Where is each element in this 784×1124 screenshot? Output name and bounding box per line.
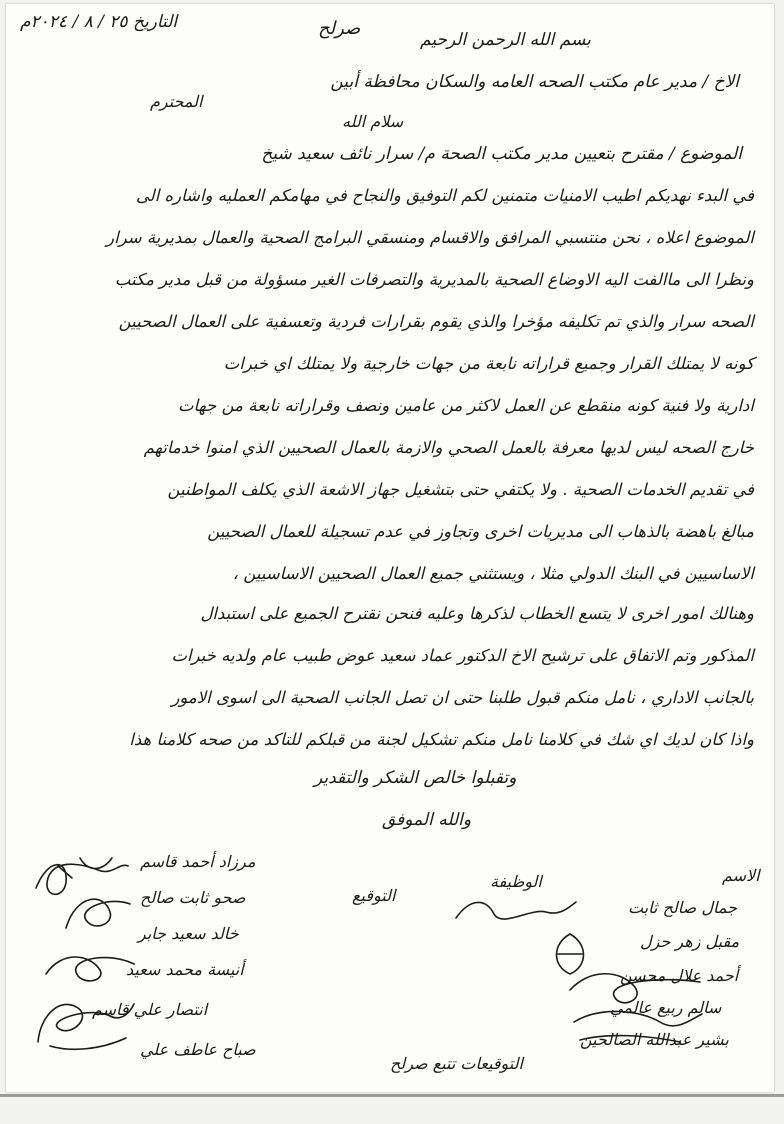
addressee-line: الاخ / مدير عام مكتب الصحه العامه والسكان محافظة أبين [330, 72, 739, 92]
body-line: الاساسيين في البنك الدولي مثلا ، ويستثني جميع العمال الصحيين الاساسيين ، [232, 564, 754, 583]
closing-bless: والله الموفق [382, 810, 472, 830]
letter-date: التاريخ ٢٥ / ٨ / ٢٠٢٤م [20, 12, 178, 32]
header-mark: صرلح [318, 18, 361, 39]
signatory-name: مقبل زهر حزل [640, 932, 740, 951]
body-line: في البدء نهديكم اطيب الامنيات متمنين لكم التوفيق والنجاح في مهامكم العمليه واشاره الى [135, 186, 754, 205]
body-line: ادارية ولا فنية كونه منقطع عن العمل لاكثر من عامين ونصف وقراراته نابعة من جهات [178, 396, 754, 415]
signature-scribble [30, 986, 140, 1056]
body-line: كونه لا يمتلك القرار وجميع قراراته نابعة من جهات خارجية ولا يمتلك اي خبرات [223, 354, 754, 373]
body-line: واذا كان لديك اي شك في كلامنا نامل منكم تشكيل لجنة من قبلكم للتاكد من صحه كلامنا هذا [129, 730, 754, 749]
signature-scribble [60, 888, 140, 938]
signature-column-header: التوقيع [352, 886, 396, 905]
closing-thanks: وتقبلوا خالص الشكر والتقدير [314, 768, 517, 788]
signatory-name: صحو ثابت صالح [140, 888, 246, 907]
addressee-honorific: المحترم [150, 92, 203, 111]
body-line: وهنالك امور اخرى لا يتسع الخطاب لذكرها وعليه فنحن نقترح الجميع على استبدال [200, 604, 754, 623]
basmala: بسم الله الرحمن الرحيم [420, 30, 591, 50]
signatory-name: سالم ربيع عالمي [610, 998, 722, 1017]
signatory-name: مرزاد أحمد قاسم [140, 852, 256, 871]
greeting: سلام الله [342, 112, 404, 131]
signatory-name: جمال صالح ثابت [628, 898, 737, 917]
body-line: ونظرا الى ماالفت اليه الاوضاع الصحية بالمديرية والتصرفات الغير مسؤولة من قبل مدير مكتب [114, 270, 754, 289]
name-column-header: الاسم [722, 866, 760, 885]
body-line: الصحه سرار والذي تم تكليفه مؤخرا والذي يقوم بقرارات فردية وتعسفية على العمال الصحيين [118, 312, 754, 331]
position-column-header: الوظيفة [490, 872, 542, 891]
body-line: بالجانب الاداري ، نامل منكم قبول طلبنا حتى ان تصل الجانب الصحية الى اسوى الامور [171, 688, 754, 707]
signatory-name: صباح عاطف علي [140, 1040, 256, 1059]
signatory-name: انتصار علي قاسم [92, 1000, 208, 1019]
signature-scribble [450, 888, 580, 932]
signatory-name: أنيسة محمد سعيد [126, 960, 244, 979]
signatory-name: بشير عبدالله الصالحين [580, 1030, 729, 1049]
body-line: المذكور وتم الاتفاق على ترشيح الاخ الدكتور عماد سعيد عوض طبيب عام ولديه خبرات [171, 646, 754, 665]
body-line: الموضوع اعلاه ، نحن منتسبي المرافق والاقسام ومنسقي البرامج الصحية والعمال بمديرية سرار [106, 228, 754, 247]
subject-line: الموضوع / مقترح بتعيين مدير مكتب الصحة م/ سرار نائف سعيد شيخ [261, 144, 742, 164]
page-bottom-border [0, 1094, 784, 1097]
signature-scribble [560, 960, 710, 1050]
signatory-name: أحمد علال محسن [620, 966, 739, 985]
body-line: في تقديم الخدمات الصحية . ولا يكتفي حتى بتشغيل جهاز الاشعة الذي يكلف المواطنين [167, 480, 754, 499]
footer-note: التوقيعات تتبع صرلح [390, 1054, 523, 1073]
signatory-name: خالد سعيد جابر [138, 924, 239, 943]
body-line: مبالغ باهضة بالذهاب الى مديريات اخرى وتجاوز في عدم تسجيلة للعمال الصحيين [207, 522, 754, 541]
body-line: خارج الصحه ليس لديها معرفة بالعمل الصحي والازمة بالعمال الصحيين الذي امنوا خدماتهم [143, 438, 754, 457]
